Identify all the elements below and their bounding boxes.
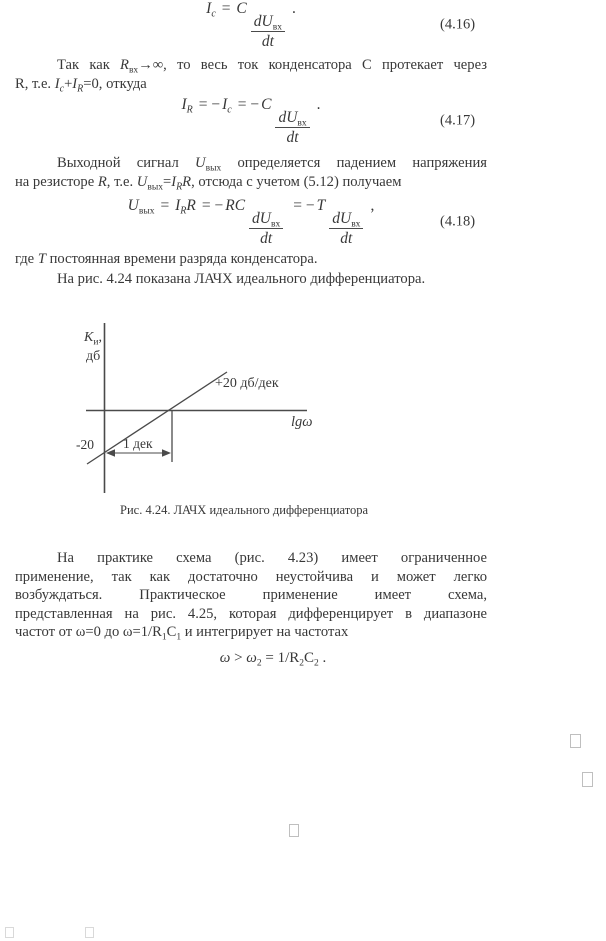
placeholder-box: [582, 772, 593, 787]
variable: C: [236, 0, 247, 17]
y-axis-label: [84, 330, 102, 346]
equation-number: (4.16): [440, 16, 476, 33]
formula-4-16: [206, 0, 296, 50]
subscript: вх: [271, 219, 281, 230]
operator: = −: [293, 196, 315, 214]
punctuation: .: [318, 649, 327, 666]
fraction: [249, 210, 283, 248]
variable: I: [222, 95, 228, 113]
formula-omega: [220, 650, 327, 667]
placeholder-box: [570, 734, 581, 748]
omega-symbol: ω: [219, 649, 231, 666]
paragraph-5: [15, 549, 487, 642]
variable: RC: [225, 196, 246, 214]
subscript: вых: [138, 206, 155, 217]
text: где: [15, 251, 38, 267]
punctuation: .: [291, 0, 296, 17]
text: представленная на рис. 4.25, которая дифференцирует в диапазоне: [15, 605, 487, 622]
text-line: [15, 623, 487, 642]
variable: I: [72, 75, 78, 92]
decade-label: 1 дек: [123, 436, 153, 451]
operator: = −: [237, 95, 260, 113]
text: R, т.е.: [15, 75, 55, 92]
denominator: dt: [261, 33, 274, 50]
text: C: [304, 649, 315, 666]
text-line: [15, 75, 487, 94]
denominator: dt: [340, 230, 353, 247]
variable: T: [316, 196, 326, 214]
text: применение, так как достаточно неустойчива и может легко: [15, 568, 487, 585]
subscript: 2: [299, 658, 305, 668]
punctuation: ,: [370, 196, 375, 214]
subscript: вх: [128, 65, 139, 76]
variable: R: [186, 196, 196, 214]
text-line: [15, 173, 487, 192]
equation-number: (4.18): [440, 213, 476, 230]
text: = 1/R: [261, 649, 300, 666]
fraction: [329, 210, 363, 248]
variable: U: [136, 173, 148, 190]
text: постоянная времени разряда конденсатора.: [45, 251, 318, 267]
paragraph-4: [15, 270, 487, 289]
text: на резисторе: [15, 173, 98, 190]
subscript: c: [227, 104, 232, 116]
operator: >: [230, 649, 247, 666]
text: , т.е.: [106, 173, 137, 190]
equation-4-17: [15, 95, 487, 146]
numerator: [249, 210, 283, 229]
variable: R: [182, 173, 192, 190]
subscript: вх: [297, 118, 307, 129]
subscript: c: [59, 83, 65, 94]
variable: dU: [252, 209, 271, 227]
placeholder-box: [5, 927, 14, 938]
y-axis-unit-label: дб: [86, 349, 101, 364]
paragraph-3: [15, 250, 487, 269]
variable: dU: [332, 209, 352, 227]
variable: T: [37, 251, 46, 267]
variable: dU: [278, 108, 298, 126]
subscript: вх: [351, 219, 361, 230]
numerator: [329, 210, 363, 229]
figure-caption: Рис. 4.24. ЛАЧХ идеального дифференциатора: [120, 503, 369, 517]
text: и интегрирует на частотах: [181, 624, 349, 640]
subscript: c: [211, 8, 216, 20]
variable: U: [195, 155, 206, 171]
equation-omega: [37, 645, 509, 671]
subscript: 1: [161, 632, 167, 643]
subscript: и: [93, 337, 99, 348]
operator: = −: [198, 95, 221, 113]
text-line: [15, 549, 487, 568]
subscript: вых: [205, 163, 222, 174]
denominator: dt: [260, 230, 273, 247]
text: →∞, то весь ток конденсатора С протекает через: [138, 57, 487, 73]
numerator: [251, 13, 285, 32]
omega-symbol: ω: [302, 414, 313, 430]
variable: I: [206, 0, 212, 17]
text: определяется падением напряжения: [221, 155, 487, 171]
formula-4-17: [181, 96, 320, 147]
text: =: [162, 173, 172, 190]
operator: = −: [201, 196, 224, 214]
punctuation: .: [316, 95, 321, 113]
subscript: R: [186, 104, 193, 116]
text-line: [15, 586, 487, 605]
text: , отсюда с учетом (5.12) получаем: [191, 173, 402, 190]
variable: I: [171, 173, 177, 190]
placeholder-box: [85, 927, 94, 938]
text-line: [15, 56, 487, 75]
subscript: 1: [176, 632, 182, 643]
slope-annotation: +20 дб/дек: [215, 376, 279, 391]
fraction: [251, 13, 285, 51]
text: Выходной сигнал: [57, 155, 196, 171]
variable: K: [84, 330, 94, 345]
subscript: R: [176, 181, 183, 192]
subscript: R: [180, 205, 187, 217]
equation-4-16: [15, 0, 487, 50]
text: Так как: [57, 57, 121, 73]
variable: dU: [253, 12, 273, 30]
variable: C: [261, 95, 272, 113]
subscript: вх: [272, 22, 282, 33]
paragraph-2: [15, 154, 487, 191]
omega-symbol: ω: [246, 649, 257, 666]
text-line: [15, 270, 487, 289]
text: +: [64, 75, 73, 92]
text-line: [15, 154, 487, 173]
text-line: [15, 250, 487, 269]
subscript: вых: [147, 182, 163, 192]
operator: =: [160, 196, 174, 214]
variable: R: [120, 57, 129, 73]
fraction: [275, 109, 309, 147]
variable: U: [127, 196, 139, 214]
figure-4-24-plot: [0, 320, 340, 500]
text: C: [166, 624, 177, 640]
text-line: [15, 605, 487, 624]
operator: =: [221, 0, 235, 17]
equation-4-18: [15, 196, 487, 247]
subscript: 2: [256, 658, 262, 668]
text: =0, откуда: [83, 75, 147, 92]
text: На рис. 4.24 показана ЛАЧХ идеального дифференциатора.: [57, 271, 426, 287]
paragraph-1: [15, 56, 487, 93]
text-line: [15, 568, 487, 587]
variable: I: [175, 196, 181, 214]
gain-slope-line: [87, 372, 227, 464]
text: На практике схема (рис. 4.23) имеет ограниченное: [57, 550, 487, 566]
text: частот от ω=0 до ω=1/R: [15, 624, 162, 640]
y-intercept-label: -20: [76, 437, 94, 452]
subscript: 2: [314, 658, 319, 668]
text: возбуждаться. Практическое применение имеет схема,: [15, 587, 487, 603]
equation-number: (4.17): [440, 112, 476, 129]
placeholder-box: [289, 824, 299, 837]
arrow-right-icon: [162, 449, 171, 456]
variable: I: [54, 75, 60, 92]
numerator: [275, 109, 309, 128]
variable: I: [181, 95, 187, 113]
variable: R: [97, 173, 107, 190]
punctuation: ,: [98, 330, 102, 345]
denominator: dt: [286, 129, 299, 146]
text: lg: [291, 414, 303, 430]
subscript: R: [77, 83, 84, 94]
formula-4-18: [128, 197, 375, 248]
x-axis-label: [291, 414, 313, 431]
